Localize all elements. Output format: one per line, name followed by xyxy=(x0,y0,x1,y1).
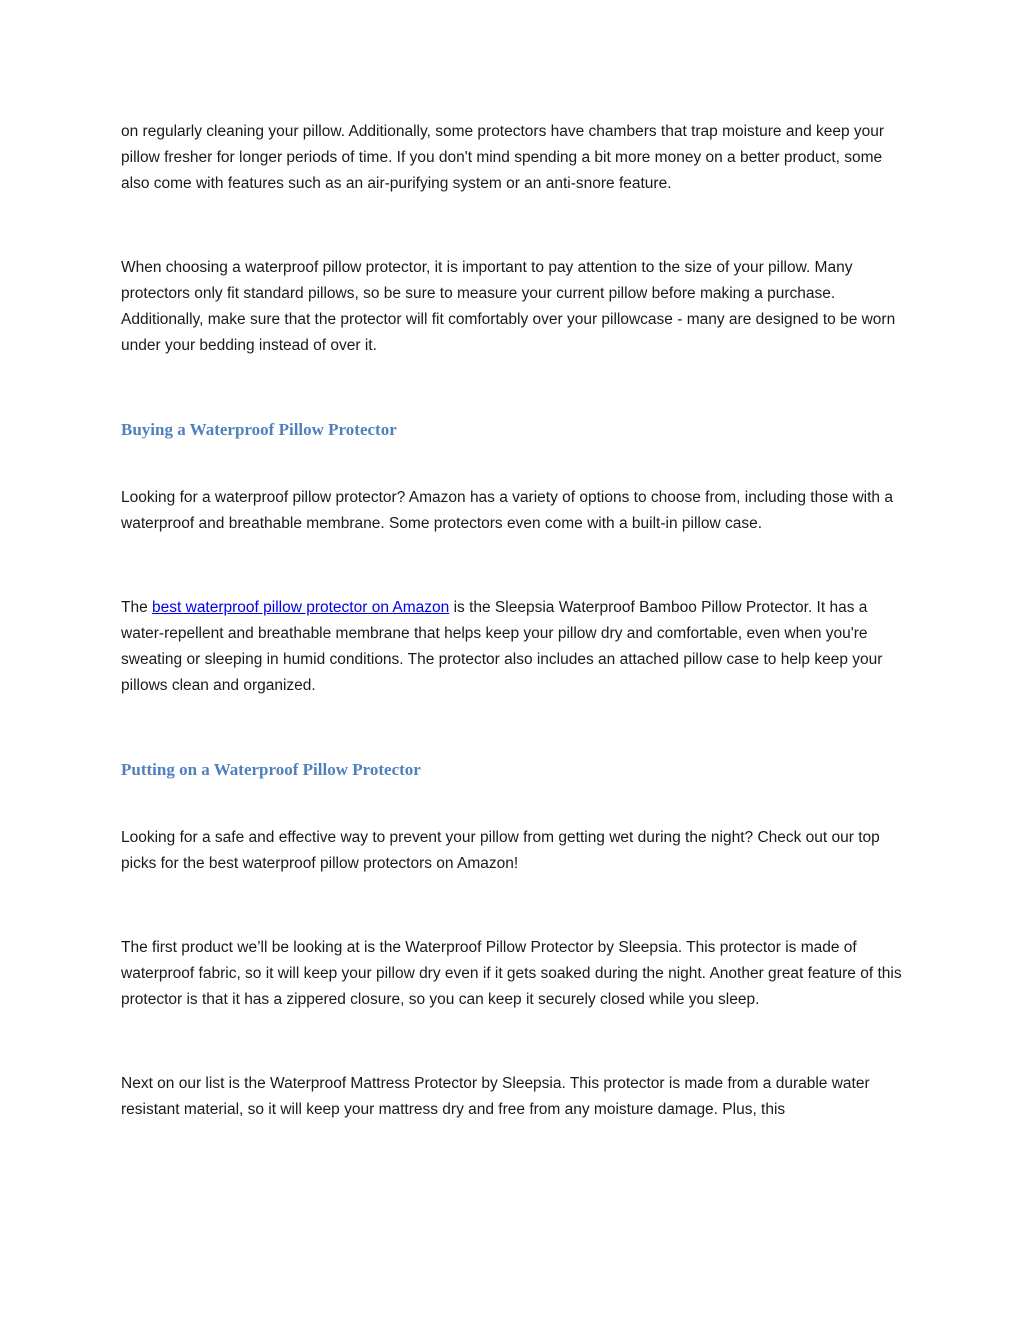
paragraph-safe-effective: Looking for a safe and effective way to prevent your pillow from getting wet during the night? Check out our top picks for the best waterproof pillow protectors on Amazon! xyxy=(121,829,880,872)
paragraph-best-protector-rest: is the Sleepsia Waterproof Bamboo Pillow Protector. It has a water-repellent and breathable membrane that helps keep your pillow dry and comfortable, even when you're sweating or sleeping in humid conditions. The protector also includes an attached pillow case to help keep your pillows clean and organized. xyxy=(121,599,883,694)
paragraph-first-product: The first product we’ll be looking at is the Waterproof Pillow Protector by Sleepsia. This protector is made of waterproof fabric, so it will keep your pillow dry even if it gets soaked during the night. Another great feature of this protector is that it has a zippered closure, so you can keep it securely closed while you sleep. xyxy=(121,939,902,1008)
paragraph-choosing-size: When choosing a waterproof pillow protector, it is important to pay attention to the size of your pillow. Many protectors only fit standard pillows, so be sure to measure your current pillow before making a purchase. Additionally, make sure that the protector will fit comfortably over your pillowcase - many are designed to be worn under your bedding instead of over it. xyxy=(121,259,896,354)
paragraph-best-protector xyxy=(121,595,906,699)
heading-buying: Buying a Waterproof Pillow Protector xyxy=(121,420,397,439)
best-protector-link[interactable]: best waterproof pillow protector on Amazon xyxy=(152,599,450,616)
paragraph-next-product: Next on our list is the Waterproof Mattress Protector by Sleepsia. This protector is made from a durable water resistant material, so it will keep your mattress dry and free from any moisture damage. Plus, this xyxy=(121,1075,870,1118)
paragraph-cleaning: on regularly cleaning your pillow. Additionally, some protectors have chambers that trap moisture and keep your pillow fresher for longer periods of time. If you don't mind spending a bit more money on a better product, some also come with features such as an air-purifying system or an anti-snore feature. xyxy=(121,123,885,192)
paragraph-best-protector-lead: The xyxy=(121,599,153,616)
document-page xyxy=(121,119,906,1123)
paragraph-looking-amazon: Looking for a waterproof pillow protector? Amazon has a variety of options to choose from, including those with a waterproof and breathable membrane. Some protectors even come with a built-in pillow case. xyxy=(121,489,893,532)
heading-putting-on: Putting on a Waterproof Pillow Protector xyxy=(121,760,421,779)
